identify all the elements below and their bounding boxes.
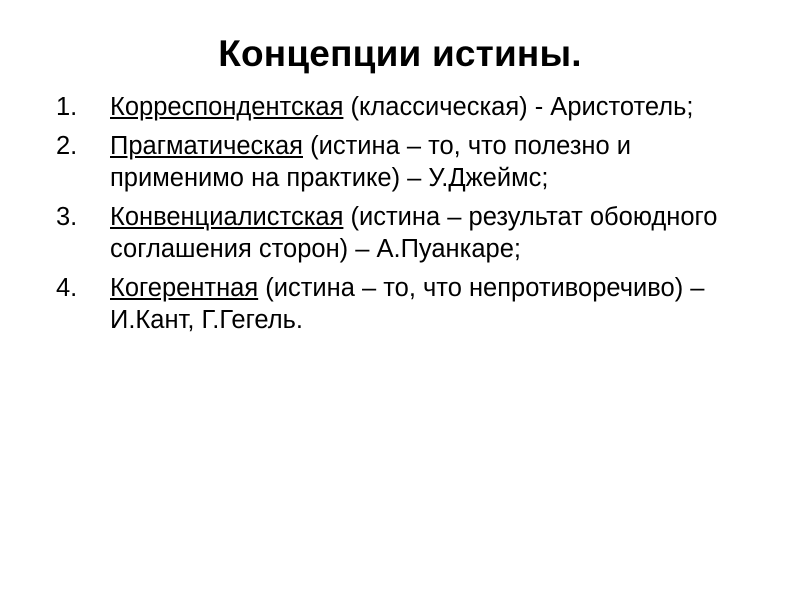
concept-description: (истина – результат обоюдного соглашения сторон) – А.Пуанкаре; — [110, 203, 718, 264]
concepts-list — [30, 91, 770, 337]
concept-term: Когерентная — [110, 274, 259, 303]
list-marker: 1. — [56, 92, 78, 121]
list-marker: 3. — [56, 203, 78, 232]
concept-term: Конвенциалистская — [110, 203, 344, 232]
list-marker: 2. — [56, 131, 78, 160]
list-marker: 4. — [56, 274, 78, 303]
list-item — [56, 130, 762, 194]
list-item — [56, 272, 762, 336]
concept-term: Корреспондентская — [110, 92, 344, 121]
concept-description: (классическая) - Аристотель; — [343, 92, 694, 121]
concept-description: (истина – то, что полезно и применимо на практике) – У.Джеймс; — [110, 131, 632, 192]
list-item — [56, 91, 762, 123]
concept-description: (истина – то, что непротиворечиво) – И.Кант, Г.Гегель. — [110, 274, 705, 335]
concept-term: Прагматическая — [110, 131, 303, 160]
page-title: Концепции истины. — [218, 33, 582, 74]
list-item — [56, 201, 762, 265]
